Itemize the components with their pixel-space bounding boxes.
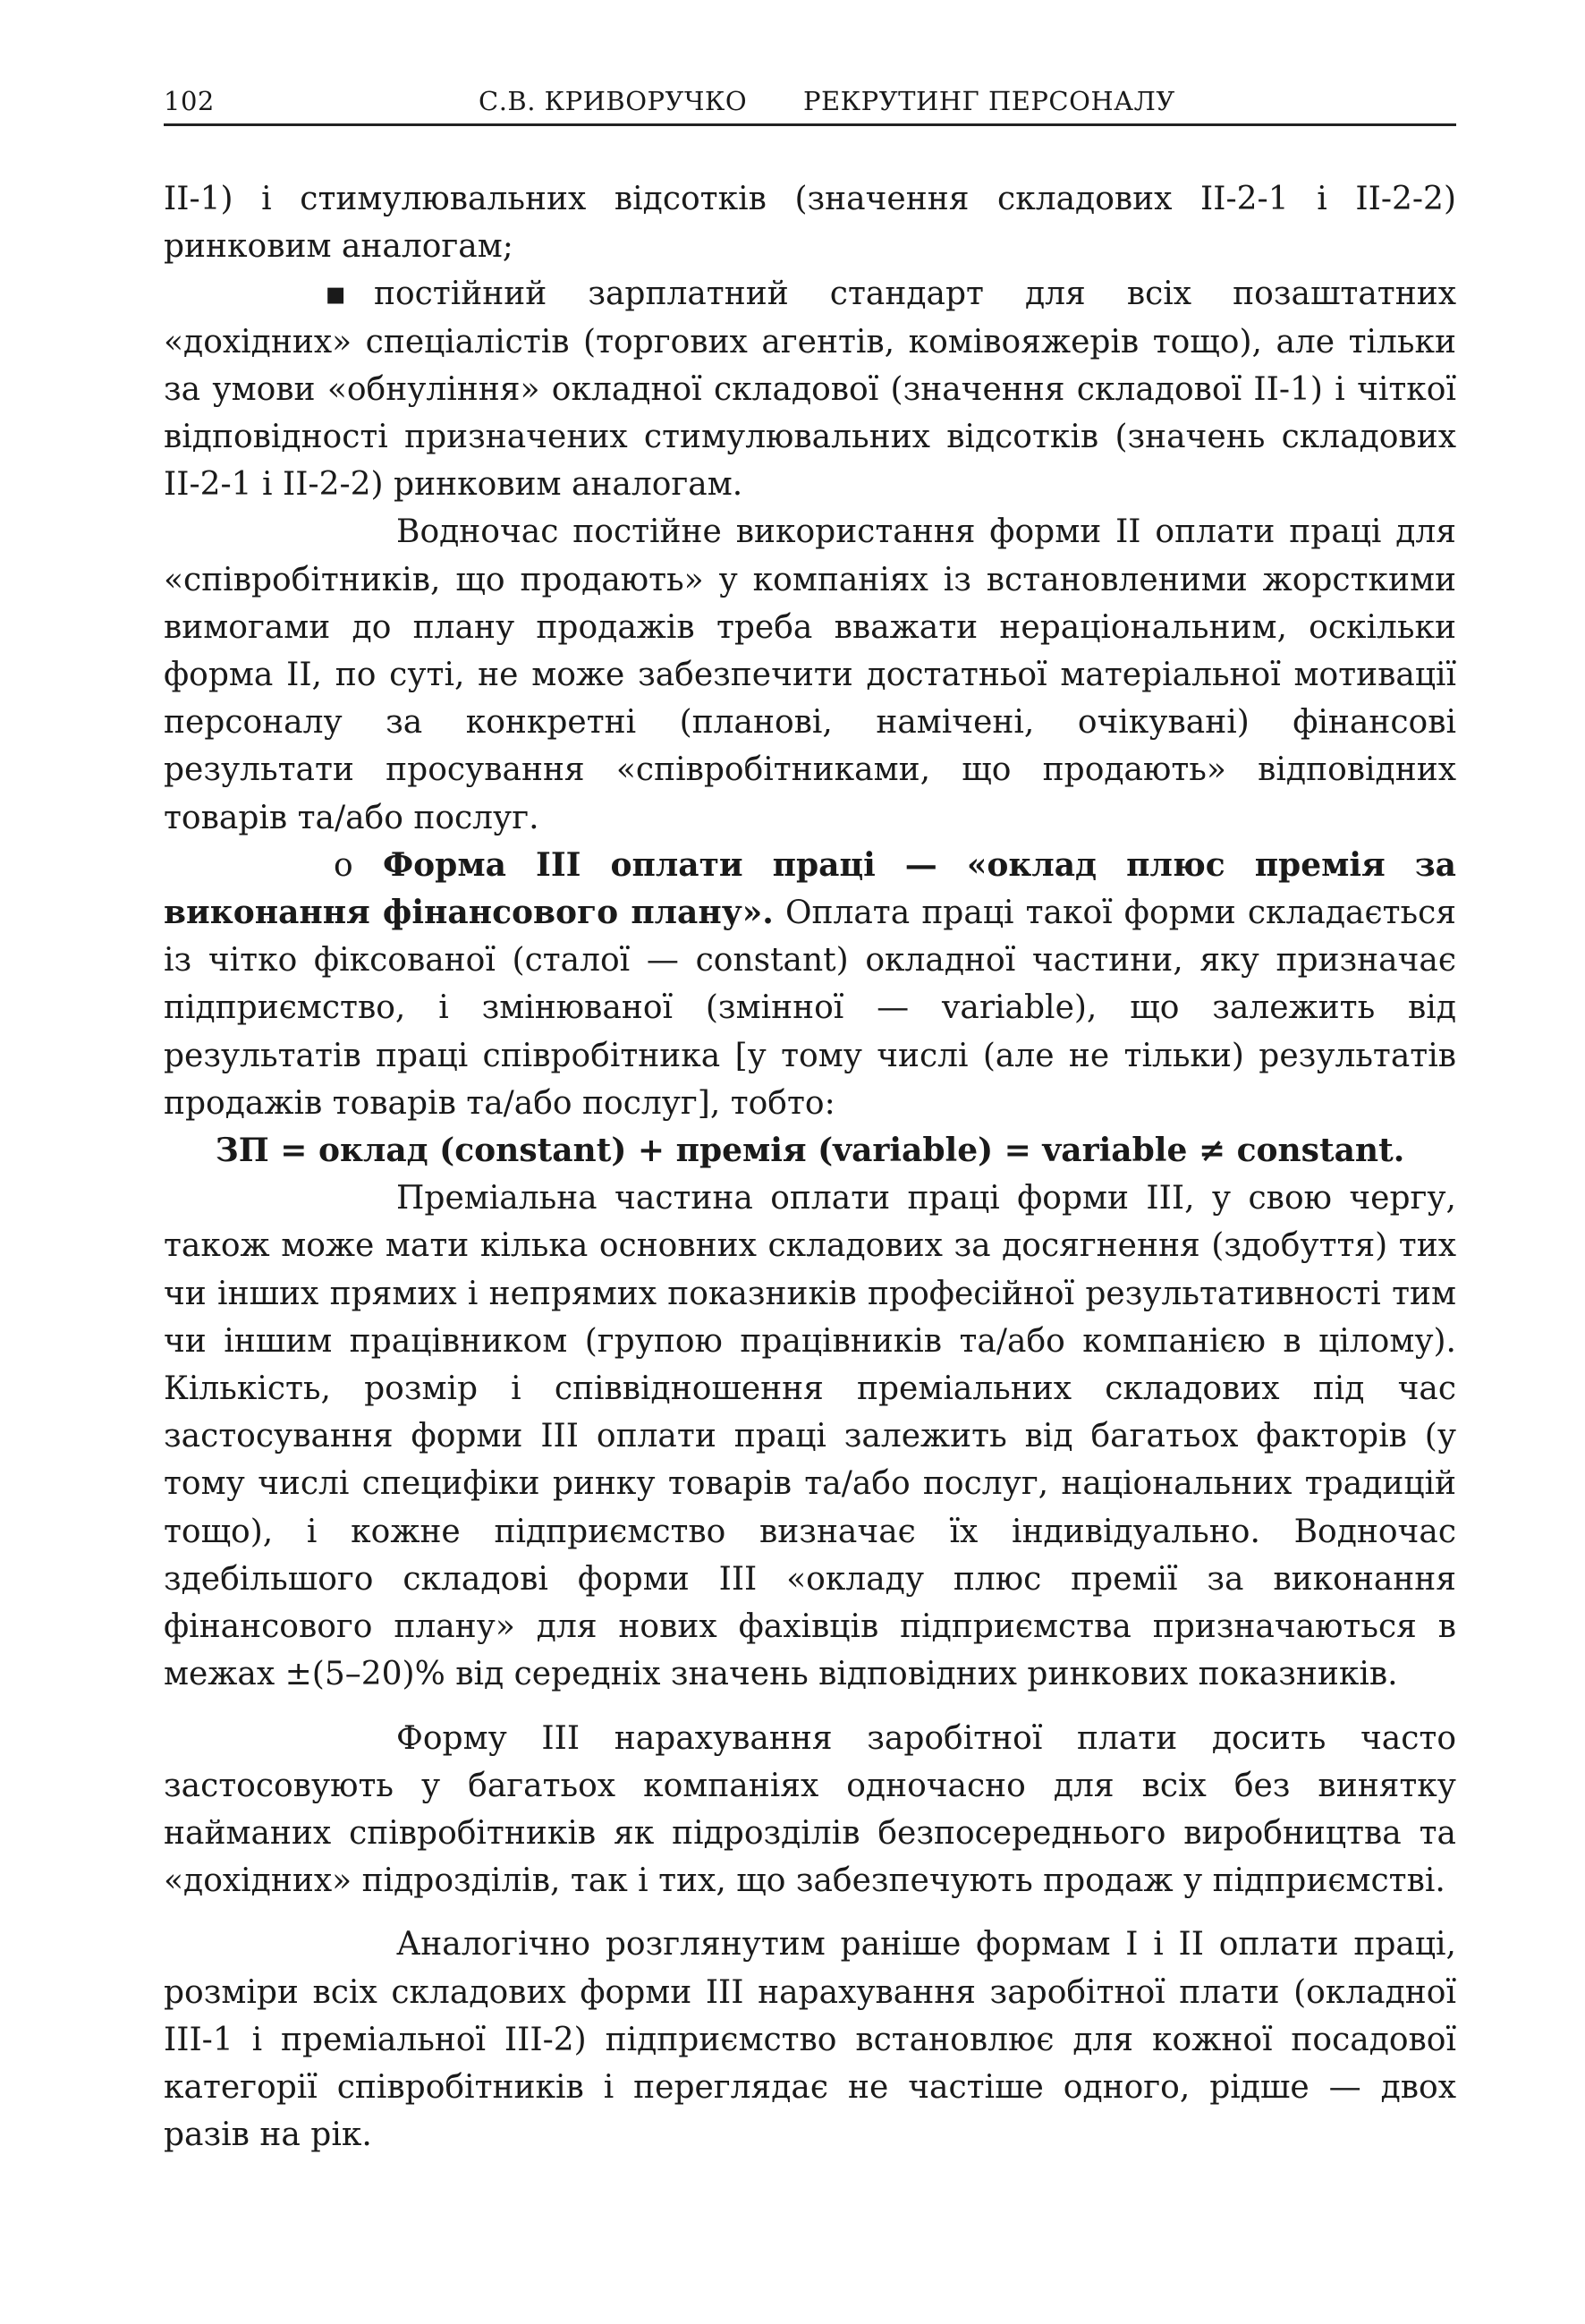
- header-book-title: РЕКРУТИНГ ПЕРСОНАЛУ: [803, 86, 1175, 116]
- page-number: 102: [164, 86, 215, 116]
- running-header: [164, 82, 1456, 126]
- form-iii-text: Оплата праці такої форми складається із чітко фіксованої (сталої — constant) окладної частини, яку призначає підприємство, і змінюваної (змінної — variable), що залежить від результатів праці співробітника [у тому числі (але не тільки) результатів продажів товарів та/або послуг], тобто:: [164, 895, 1457, 1122]
- salary-formula: ЗП = оклад (constant) + премія (variable) = variable ≠ constant.: [215, 1132, 1405, 1170]
- bullet-text: постійний зарплатний стандарт для всіх позаштатних «дохідних» спеціалістів (торгових агентів, комівояжерів тощо), але тільки за умови «обнуління» окладної складової (значення складової ІІ-1) і чіткої відповідності призначених стимулювальних відсотків (значень складових ІІ-2-1 і ІІ-2-2) ринковим аналогам.: [164, 276, 1456, 504]
- page-body: [164, 175, 1456, 2159]
- paragraph: Аналогічно розглянутим раніше формам І і ІІ оплати праці, розміри всіх складових форми ІІІ нарахування заробітної плати (окладної ІІІ-1 і преміальної ІІІ-2) підприємство встановлює для кожної посадової категорії співробітників і переглядає не частіше одного, рідше — двох разів на рік.: [164, 1926, 1456, 2154]
- square-bullet-icon: ▪: [325, 276, 347, 313]
- paragraph: Водночас постійне використання форми ІІ оплати праці для «співробітників, що продають» у компаніях із встановленими жорсткими вимогами до плану продажів треба вважати нераціональним, оскільки форма ІІ, по суті, не може забезпечити достатньої матеріальної мотивації персоналу за конкретні (планові, намічені, очікувані) фінансові результати просування «співробітниками, що продають» відповідних товарів та/або послуг.: [164, 513, 1456, 836]
- bullet-paragraph: [164, 270, 1456, 508]
- form-iii-heading: Форма ІІІ оплати праці — «оклад плюс премія за виконання фінансового плану».: [164, 845, 1456, 932]
- paragraph-continuation: ІІ-1) і стимулювальних відсотків (значення складових ІІ-2-1 і ІІ-2-2) ринковим аналогам;: [164, 181, 1456, 266]
- circle-bullet-icon: o: [334, 846, 353, 884]
- paragraph: Преміальна частина оплати праці форми ІІІ, у свою чергу, також може мати кілька основних складових за досягнення (здобуття) тих чи інших прямих і непрямих показників професійної результативності тим чи іншим працівником (групою працівників та/або компанією в цілому). Кількість, розмір і співвідношення преміальних складових під час застосування форми ІІІ оплати праці залежить від багатьох факторів (у тому числі специфіки ринку товарів та/або послуг, національних традицій тощо), і кожне підприємство визначає їх індивідуально. Водночас здебільшого складові форми ІІІ «окладу плюс премії за виконання фінансового плану» для нових фахівців підприємства призначаються в межах ±(5–20)% від середніх значень відповідних ринкових показників.: [164, 1180, 1456, 1693]
- form-iii-paragraph: [164, 842, 1456, 1127]
- header-author: С.В. КРИВОРУЧКО: [479, 86, 748, 116]
- paragraph: Форму ІІІ нарахування заробітної плати досить часто застосовують у багатьох компаніях одночасно для всіх без винятку найманих співробітників як підрозділів безпосереднього виробництва та «дохідних» підрозділів, так і тих, що забезпечують продаж у підприємстві.: [164, 1719, 1456, 1900]
